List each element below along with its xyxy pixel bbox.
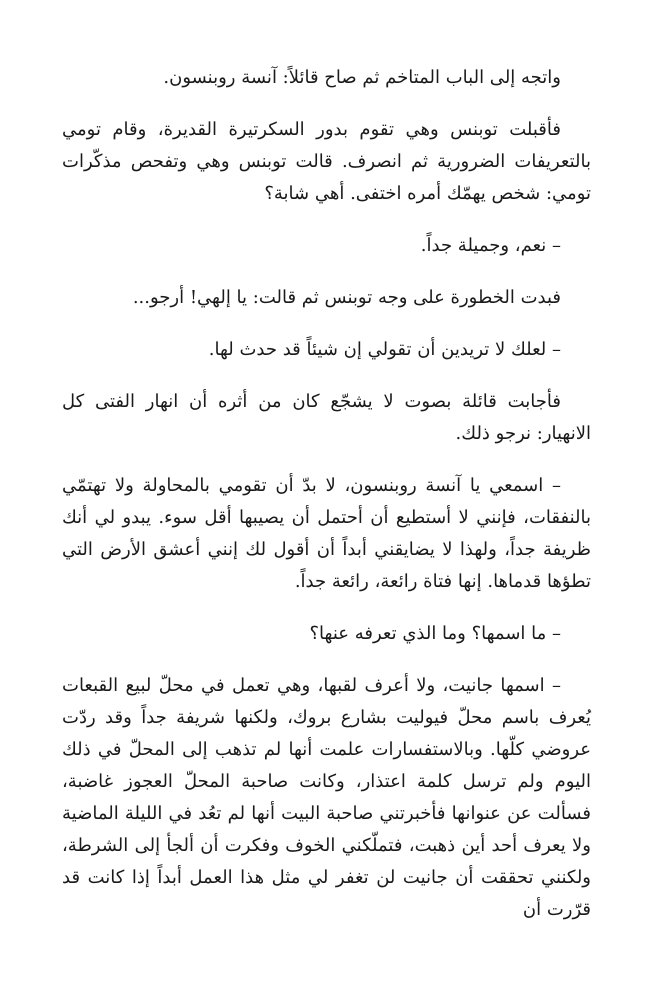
paragraph: واتجه إلى الباب المتاخم ثم صاح قائلاً: آنسة روبنسون. (163, 67, 561, 88)
paragraph: فبدت الخطورة على وجه توبنس ثم قالت: يا إلهي! أرجو... (132, 287, 561, 308)
dialogue-paragraph: – اسمعي يا آنسة روبنسون، لا بدّ أن تقومي بالمحاولة ولا تهتمّي بالنفقات، فإنني لا أستطيع أن أحتمل أن يصيبها أقل سوء. يبدو لي أنك ظريفة جداً، ولهذا لا يضايقني أبداً أن أقول لك إنني أعشق الأرض التي تطؤها قدماها. إنها فتاة رائعة، رائعة جداً. (62, 475, 591, 592)
paragraph: فأقبلت توبنس وهي تقوم بدور السكرتيرة القديرة، وقام تومي بالتعريفات الضرورية ثم انصرف. قالت توبنس وهي وتفحص مذكّرات تومي: شخص يهمّك أمره اختفى. أهي شابة؟ (62, 119, 591, 204)
dialogue-paragraph: – نعم، وجميلة جداً. (420, 235, 561, 256)
dialogue-paragraph: – اسمها جانيت، ولا أعرف لقبها، وهي تعمل في محلّ لبيع القبعات يُعرف باسم محلّ فيوليت بشارع بروك، ولكنها شريفة جداً وقد ردّت عروضي كلّها. وبالاستفسارات علمت أنها لم تذهب إلى المحلّ في ذلك اليوم ولم ترسل كلمة اعتذار، وكانت صاحبة المحلّ العجوز غاضبة، فسألت عن عنوانها فأخبرتني صاحبة البيت أنها لم تعُد في الليلة الماضية ولا يعرف أحد أين ذهبت، فتملّكني الخوف وفكرت أن ألجأ إلى الشرطة، ولكنني تحققت أن جانيت لن تغفر لي مثل هذا العمل أبداً إذا كانت قد قرّرت أن (62, 675, 591, 920)
dialogue-paragraph: – ما اسمها؟ وما الذي تعرفه عنها؟ (309, 623, 561, 644)
paragraph: فأجابت قائلة بصوت لا يشجّع كان من أثره أن انهار الفتى كل الانهيار: نرجو ذلك. (62, 391, 591, 444)
dialogue-paragraph: – لعلك لا تريدين أن تقولي إن شيئاً قد حدث لها. (208, 339, 561, 360)
